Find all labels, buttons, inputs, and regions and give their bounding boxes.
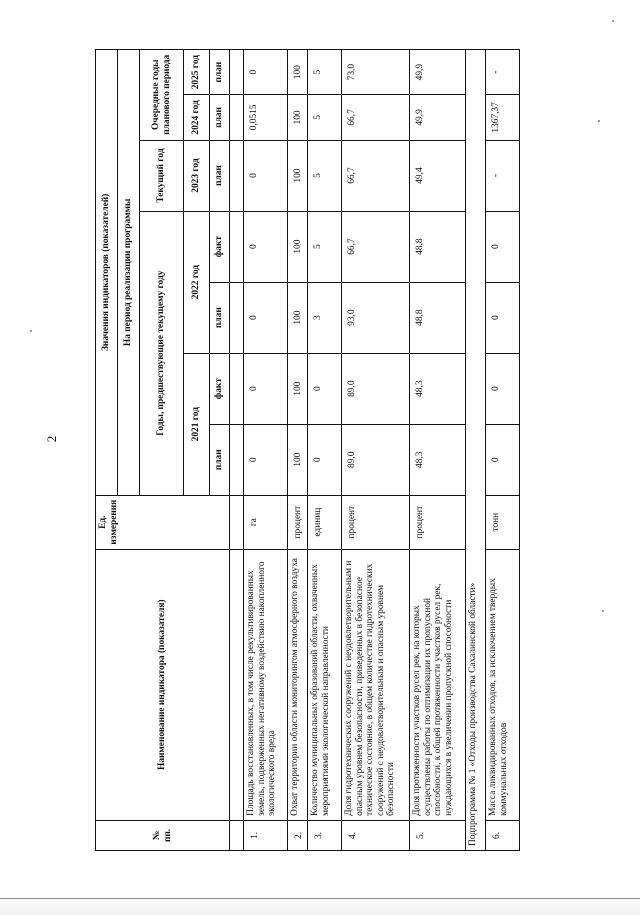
value-cell: 66,7 bbox=[342, 140, 410, 211]
value-cell: 73,0 bbox=[342, 50, 410, 95]
value-cell: 3 bbox=[308, 282, 342, 353]
value-cell: 5 bbox=[308, 95, 342, 140]
value-cell: 100 bbox=[288, 424, 308, 495]
header-plan: план bbox=[210, 95, 230, 140]
unit-cell: тонн bbox=[486, 495, 520, 549]
indicator-name: Доля протяженности участков русел рек, на которых осуществлены работы по оптимизации их пропускной способности, к общей протяженности участков русел рек, нуждающихся в увеличении пропускной способности bbox=[410, 549, 466, 820]
unit-cell: процент bbox=[288, 495, 308, 549]
value-cell: 0 bbox=[486, 282, 520, 353]
row-number: 4. bbox=[342, 820, 410, 850]
header-2025: 2025 год bbox=[184, 50, 210, 95]
value-cell: 49,9 bbox=[410, 95, 466, 140]
value-cell: 0 bbox=[244, 50, 288, 95]
value-cell: 66,7 bbox=[342, 95, 410, 140]
value-cell: 100 bbox=[288, 211, 308, 282]
value-cell: 0,0515 bbox=[244, 95, 288, 140]
indicators-table bbox=[95, 49, 520, 851]
header-no: № пп. bbox=[96, 820, 230, 850]
header-fact: факт bbox=[210, 211, 230, 282]
row-number: 1. bbox=[244, 820, 288, 850]
unit-cell: га bbox=[244, 495, 288, 549]
row-number: 3. bbox=[308, 820, 342, 850]
value-cell: 89,0 bbox=[342, 353, 410, 424]
indicator-name: Масса ликвидированных отходов, за исключением твердых коммунальных отходов bbox=[486, 549, 520, 820]
header-plan: план bbox=[210, 424, 230, 495]
scan-speck bbox=[30, 330, 32, 332]
value-cell: 66,7 bbox=[342, 211, 410, 282]
value-cell: 0 bbox=[244, 211, 288, 282]
value-cell: 0 bbox=[244, 140, 288, 211]
header-unit: Ед. измерения bbox=[96, 495, 230, 549]
header-next-years: Очередные годы планового периода bbox=[140, 50, 184, 141]
header-2022: 2022 год bbox=[184, 211, 210, 353]
subprogram-title: Подпрограмма № 1 «Отходы производства Сахалинской области» bbox=[466, 50, 486, 851]
header-prev-years: Годы, предшествующие текущему году bbox=[140, 211, 184, 495]
value-cell: 100 bbox=[288, 50, 308, 95]
value-cell: 48,8 bbox=[410, 282, 466, 353]
header-plan: план bbox=[210, 140, 230, 211]
value-cell: 100 bbox=[288, 95, 308, 140]
indicator-name: Площадь восстановленных, в том числе рекультивированных земель, подверженных негативному воздействию накопленного экологического вреда bbox=[244, 549, 288, 820]
indicator-name: Количество муниципальных образований области, охваченных мероприятиями экологической направленности bbox=[308, 549, 342, 820]
indicator-name: Охват территории области мониторингом атмосферного воздуха bbox=[288, 549, 308, 820]
header-name: Наименование индикатора (показателя) bbox=[96, 549, 230, 820]
header-values: Значения индикаторов (показателей) bbox=[96, 50, 118, 496]
value-cell: 100 bbox=[288, 353, 308, 424]
value-cell: - bbox=[486, 140, 520, 211]
value-cell: 100 bbox=[288, 140, 308, 211]
value-cell: 5 bbox=[308, 140, 342, 211]
table-row bbox=[308, 50, 342, 851]
value-cell: 5 bbox=[308, 50, 342, 95]
scan-speck bbox=[602, 610, 604, 612]
value-cell: 0 bbox=[486, 211, 520, 282]
value-cell: 0 bbox=[486, 353, 520, 424]
value-cell: 0 bbox=[486, 424, 520, 495]
value-cell: 1367,37 bbox=[486, 95, 520, 140]
value-cell: 48,8 bbox=[410, 211, 466, 282]
header-plan: план bbox=[210, 50, 230, 95]
header-period: На период реализации программы bbox=[118, 50, 140, 496]
table-row bbox=[342, 50, 410, 851]
row-number: 5. bbox=[410, 820, 466, 850]
header-plan: план bbox=[210, 282, 230, 353]
table-row bbox=[410, 50, 466, 851]
value-cell: 89,0 bbox=[342, 424, 410, 495]
value-cell: 93,0 bbox=[342, 282, 410, 353]
value-cell: 49,4 bbox=[410, 140, 466, 211]
value-cell: 0 bbox=[308, 424, 342, 495]
value-cell: 48,3 bbox=[410, 424, 466, 495]
header-current-year: Текущий год bbox=[140, 140, 184, 211]
table-wrapper bbox=[95, 49, 605, 851]
value-cell: 0 bbox=[244, 353, 288, 424]
value-cell: 100 bbox=[288, 282, 308, 353]
table-row bbox=[288, 50, 308, 851]
table-row bbox=[486, 50, 520, 851]
header-2023: 2023 год bbox=[184, 140, 210, 211]
header-fact: факт bbox=[210, 353, 230, 424]
value-cell: 0 bbox=[308, 353, 342, 424]
subprogram-row bbox=[466, 50, 486, 851]
value-cell: - bbox=[486, 50, 520, 95]
table-row bbox=[244, 50, 288, 851]
scan-bottom-edge bbox=[0, 898, 640, 915]
rotated-page bbox=[95, 49, 605, 851]
value-cell: 5 bbox=[308, 211, 342, 282]
row-number: 2. bbox=[288, 820, 308, 850]
indicator-name: Доля гидротехнических сооружений с неудовлетворительным и опасным уровнем безопасности, приведенных в безопасное техническое состояние, в общем количестве гидротехнических сооружений с неудовлетворительным и опасным уровнем безопасности bbox=[342, 549, 410, 820]
page-number: 2 bbox=[44, 435, 59, 443]
header-2021: 2021 год bbox=[184, 353, 210, 495]
row-number: 6. bbox=[486, 820, 520, 850]
unit-cell: процент bbox=[410, 495, 466, 549]
value-cell: 48,3 bbox=[410, 353, 466, 424]
value-cell: 0 bbox=[244, 424, 288, 495]
value-cell: 49,9 bbox=[410, 50, 466, 95]
scan-speck bbox=[612, 20, 614, 22]
scan-speck bbox=[598, 120, 600, 122]
unit-cell: единиц bbox=[308, 495, 342, 549]
value-cell: 0 bbox=[244, 282, 288, 353]
header-2024: 2024 год bbox=[184, 95, 210, 140]
unit-cell: процент bbox=[342, 495, 410, 549]
